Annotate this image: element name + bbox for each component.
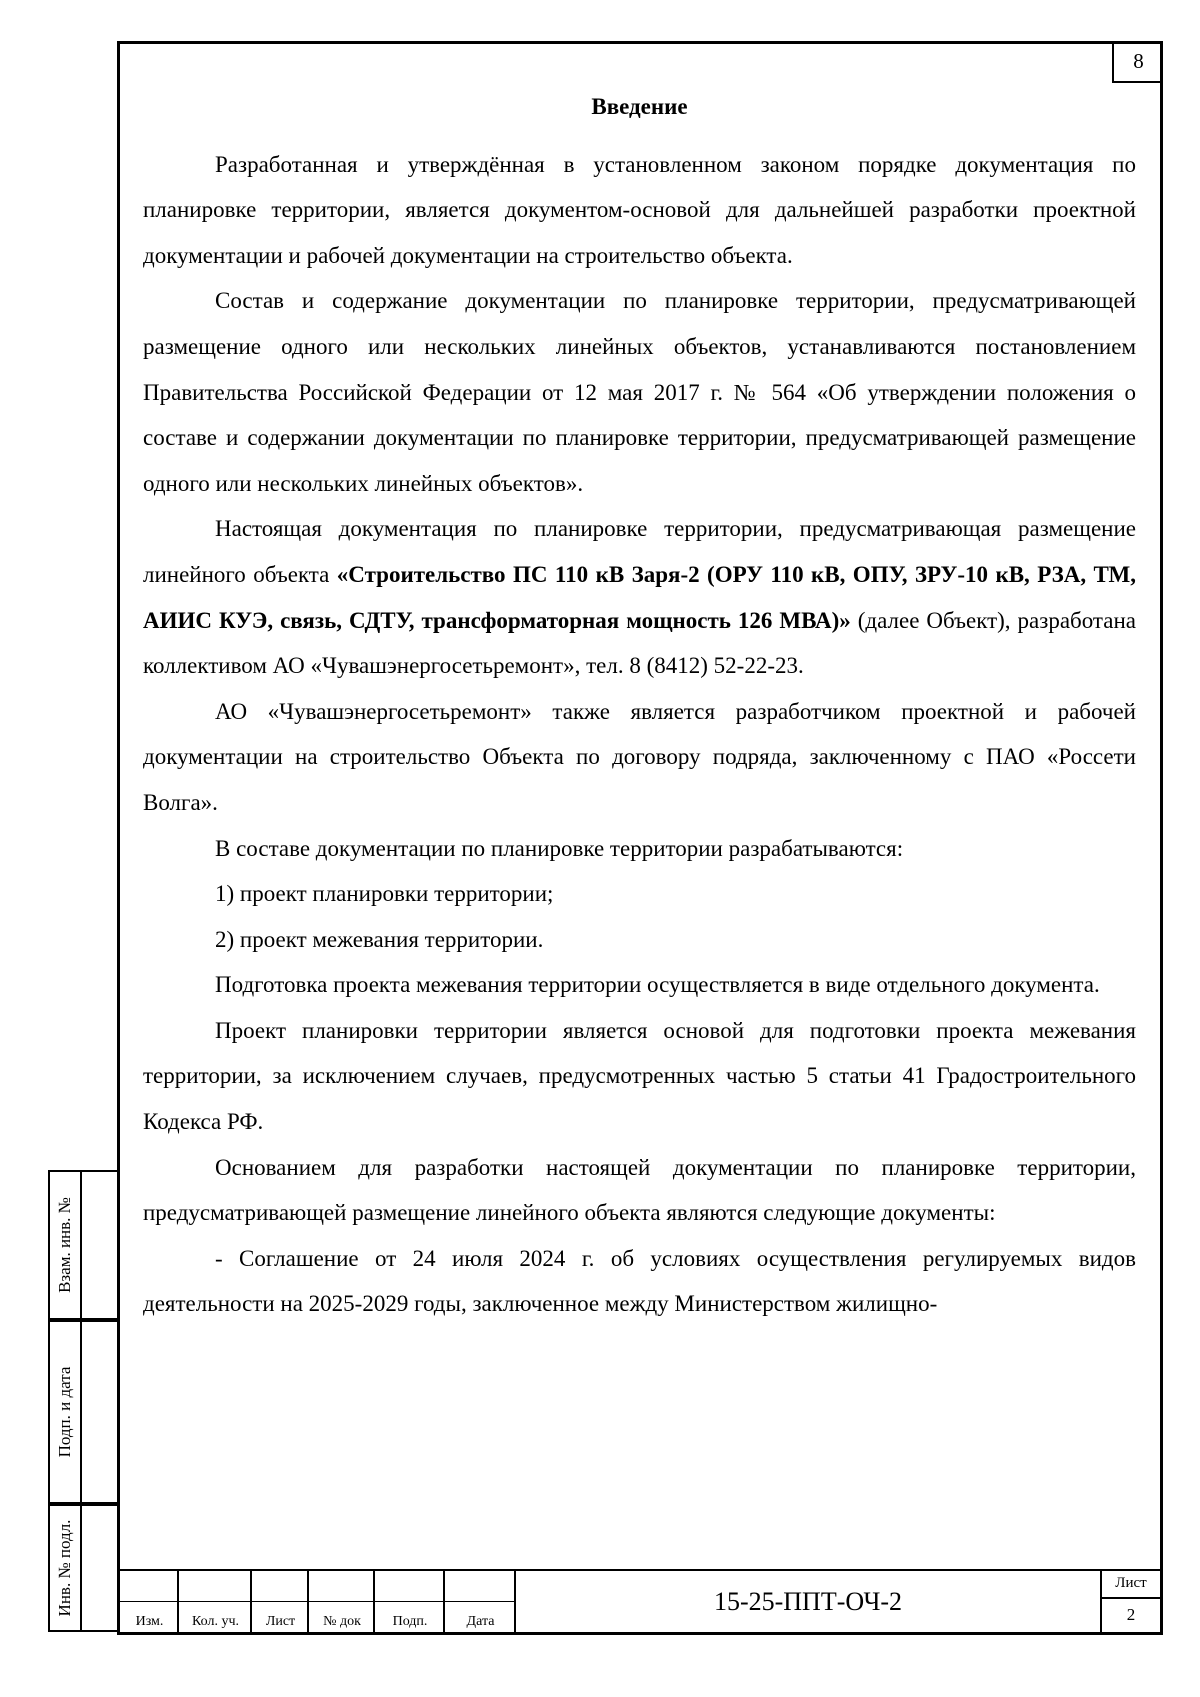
paragraph-2: Состав и содержание документации по планировке территории, предусматривающей размещение одного или нескольких линейных объектов, устанавливаются постановлением Правительства Российской Федерации от 12 мая 2017 г. № 564 «Об утверждении положения о составе и содержании документации по планировке территории, предусматривающей размещение одного или нескольких линейных объектов». [143, 288, 1136, 496]
sheet-number: 2 [1126, 1604, 1136, 1624]
page-number: 8 [1112, 41, 1163, 83]
side-stamp-podp [48, 1320, 117, 1504]
paragraph-10: Основанием для разработки настоящей документации по планировке территории, предусматривающей размещение линейного объекта являются следующие документы: [143, 1154, 1136, 1226]
paragraph-5: В составе документации по планировке территории разрабатываются: [215, 835, 904, 861]
side-label-podp: Подп. и дата [55, 1366, 74, 1458]
paragraph-3-post: (далее Объект), разработана коллективом АО «Чувашэнергосетьремонт», тел. 8 (8412) 52-22-23. [143, 607, 1136, 679]
paragraph-11: - Соглашение от 24 июля 2024 г. об условиях осуществления регулируемых видов деятельности на 2025-2029 годы, заключенное между Министерством жилищно- [143, 1245, 1136, 1317]
stamp-data: Дата [466, 1614, 495, 1629]
object-name: «Строительство ПС 110 кВ Заря-2 (ОРУ 110 кВ, ОПУ, ЗРУ-10 кВ, РЗА, ТМ, АИИС КУЭ, связь, СДТУ, трансформаторная мощность 126 МВА)» [143, 561, 1136, 633]
stamp-podp: Подп. [392, 1614, 428, 1629]
document-body [143, 84, 1136, 1327]
sheet-box [1100, 1571, 1160, 1632]
paragraph-4: АО «Чувашэнергосетьремонт» также является разработчиком проектной и рабочей документации на строительство Объекта по договору подряда, заключенному с ПАО «Россети Волга». [143, 698, 1136, 815]
section-title: Введение [591, 94, 688, 119]
stamp-list: Лист [265, 1614, 296, 1629]
side-label-vzam: Взам. инв. № [55, 1197, 74, 1293]
document-code: 15-25-ППТ-ОЧ-2 [713, 1586, 903, 1616]
paragraph-9: Проект планировки территории является основой для подготовки проекта межевания территории, за исключением случаев, предусмотренных частью 5 статьи 41 Градостроительного Кодекса РФ. [143, 1017, 1136, 1135]
stamp-kol: Кол. уч. [192, 1614, 239, 1629]
stamp-ndok: № док [323, 1614, 361, 1629]
side-label-inv: Инв. № подл. [55, 1519, 74, 1617]
list-item-1: 1) проект планировки территории; [215, 881, 554, 907]
side-stamp-inv [48, 1504, 117, 1632]
paragraph-3-pre: Настоящая документация по планировке территории, предусматривающая размещение линейного объекта [143, 516, 1136, 587]
side-stamp-vzam [48, 1170, 117, 1320]
sheet-label: Лист [1102, 1571, 1160, 1599]
list-item-2: 2) проект межевания территории. [215, 926, 544, 952]
paragraph-1: Разработанная и утверждённая в установленном законом порядке документация по планировке территории, является документом-основой для дальнейшей разработки проектной документации и рабочей документации на строительство объекта. [143, 151, 1136, 268]
stamp-izm: Изм. [135, 1614, 164, 1629]
paragraph-8: Подготовка проекта межевания территории осуществляется в виде отдельного документа. [215, 972, 1100, 998]
paragraph-3 [143, 506, 1136, 688]
title-block [117, 1569, 1163, 1635]
